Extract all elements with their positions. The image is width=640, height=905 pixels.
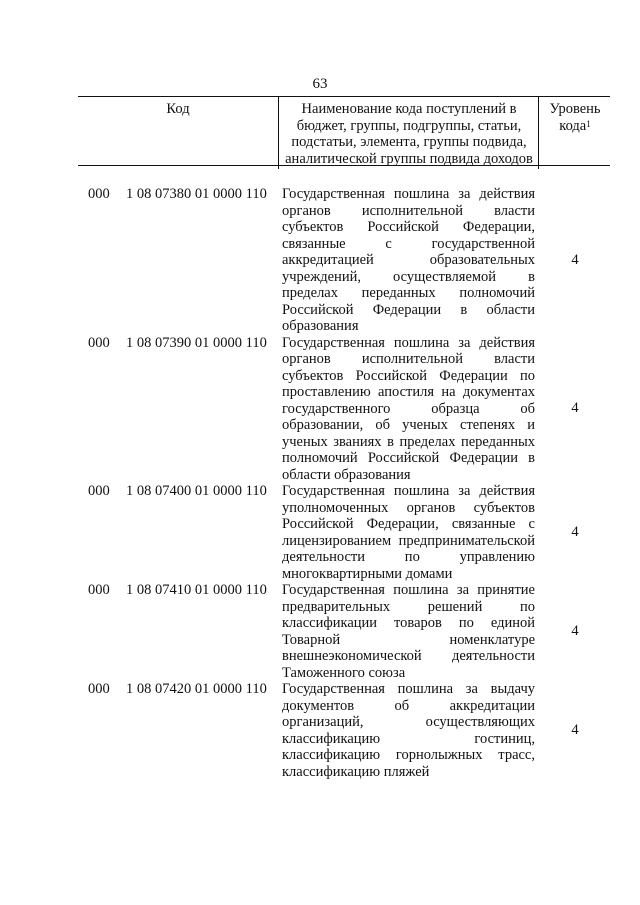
header-name: Наименование кода поступлений в бюджет, группы, подгруппы, статьи, подстатьи, элемента, группы подвида, аналитической группы подвида доходов: [278, 97, 539, 169]
header-level-label: Уровень кода: [549, 101, 601, 134]
row-level: 4: [571, 251, 579, 268]
row-level: 4: [571, 722, 579, 738]
header-level: [538, 97, 611, 169]
row-budget-code: 1 08 07380 01 0000 110: [126, 186, 267, 202]
row-name: Государственная пошлина за выдачу документов об аккредитации организаций, осуществляющих классификацию гостиниц, классификацию горнолыжных трасс, классификацию пляжей: [282, 681, 535, 780]
row-admin-code: 000: [88, 483, 110, 499]
row-level: 4: [571, 524, 579, 540]
header-code: Код: [166, 101, 190, 117]
row-admin-code: 000: [88, 186, 110, 202]
table-row: [0, 681, 640, 780]
row-budget-code: 1 08 07410 01 0000 110: [126, 582, 267, 598]
row-admin-code: 000: [88, 681, 110, 697]
table-body: [0, 186, 640, 780]
row-level: 4: [571, 400, 579, 417]
table-header: [78, 96, 610, 166]
row-budget-code: 1 08 07390 01 0000 110: [126, 334, 267, 351]
row-name: Государственная пошлина за действия органов исполнительной власти субъектов Российской Федерации по проставлению апостиля на документах государственного образца об образовании, об ученых степенях и ученых званиях в пределах переданных полномочий Российской Федерации в области образования: [282, 334, 535, 483]
page-number: 63: [312, 76, 328, 92]
row-budget-code: 1 08 07400 01 0000 110: [126, 483, 267, 499]
row-name: Государственная пошлина за действия органов исполнительной власти субъектов Российской Федерации, связанные с государственной аккредитацией образовательных учреждений, осуществляемой в пределах переданных полномочий Российской Федерации в области образования: [282, 186, 535, 334]
table-row: [0, 582, 640, 681]
table-row: [0, 335, 640, 484]
row-admin-code: 000: [88, 334, 110, 351]
table-row: [0, 186, 640, 335]
row-name: Государственная пошлина за действия уполномоченных органов субъектов Российской Федерации, связанные с лицензированием предпринимательской деятельности по управлению многоквартирными домами: [282, 483, 535, 582]
row-level: 4: [571, 623, 579, 639]
table-row: [0, 483, 640, 582]
row-admin-code: 000: [88, 582, 110, 598]
header-level-footnote: 1: [586, 118, 591, 129]
row-budget-code: 1 08 07420 01 0000 110: [126, 681, 267, 697]
row-name: Государственная пошлина за принятие предварительных решений по классификации товаров по единой Товарной номенклатуре внешнеэкономической деятельности Таможенного союза: [282, 582, 535, 681]
